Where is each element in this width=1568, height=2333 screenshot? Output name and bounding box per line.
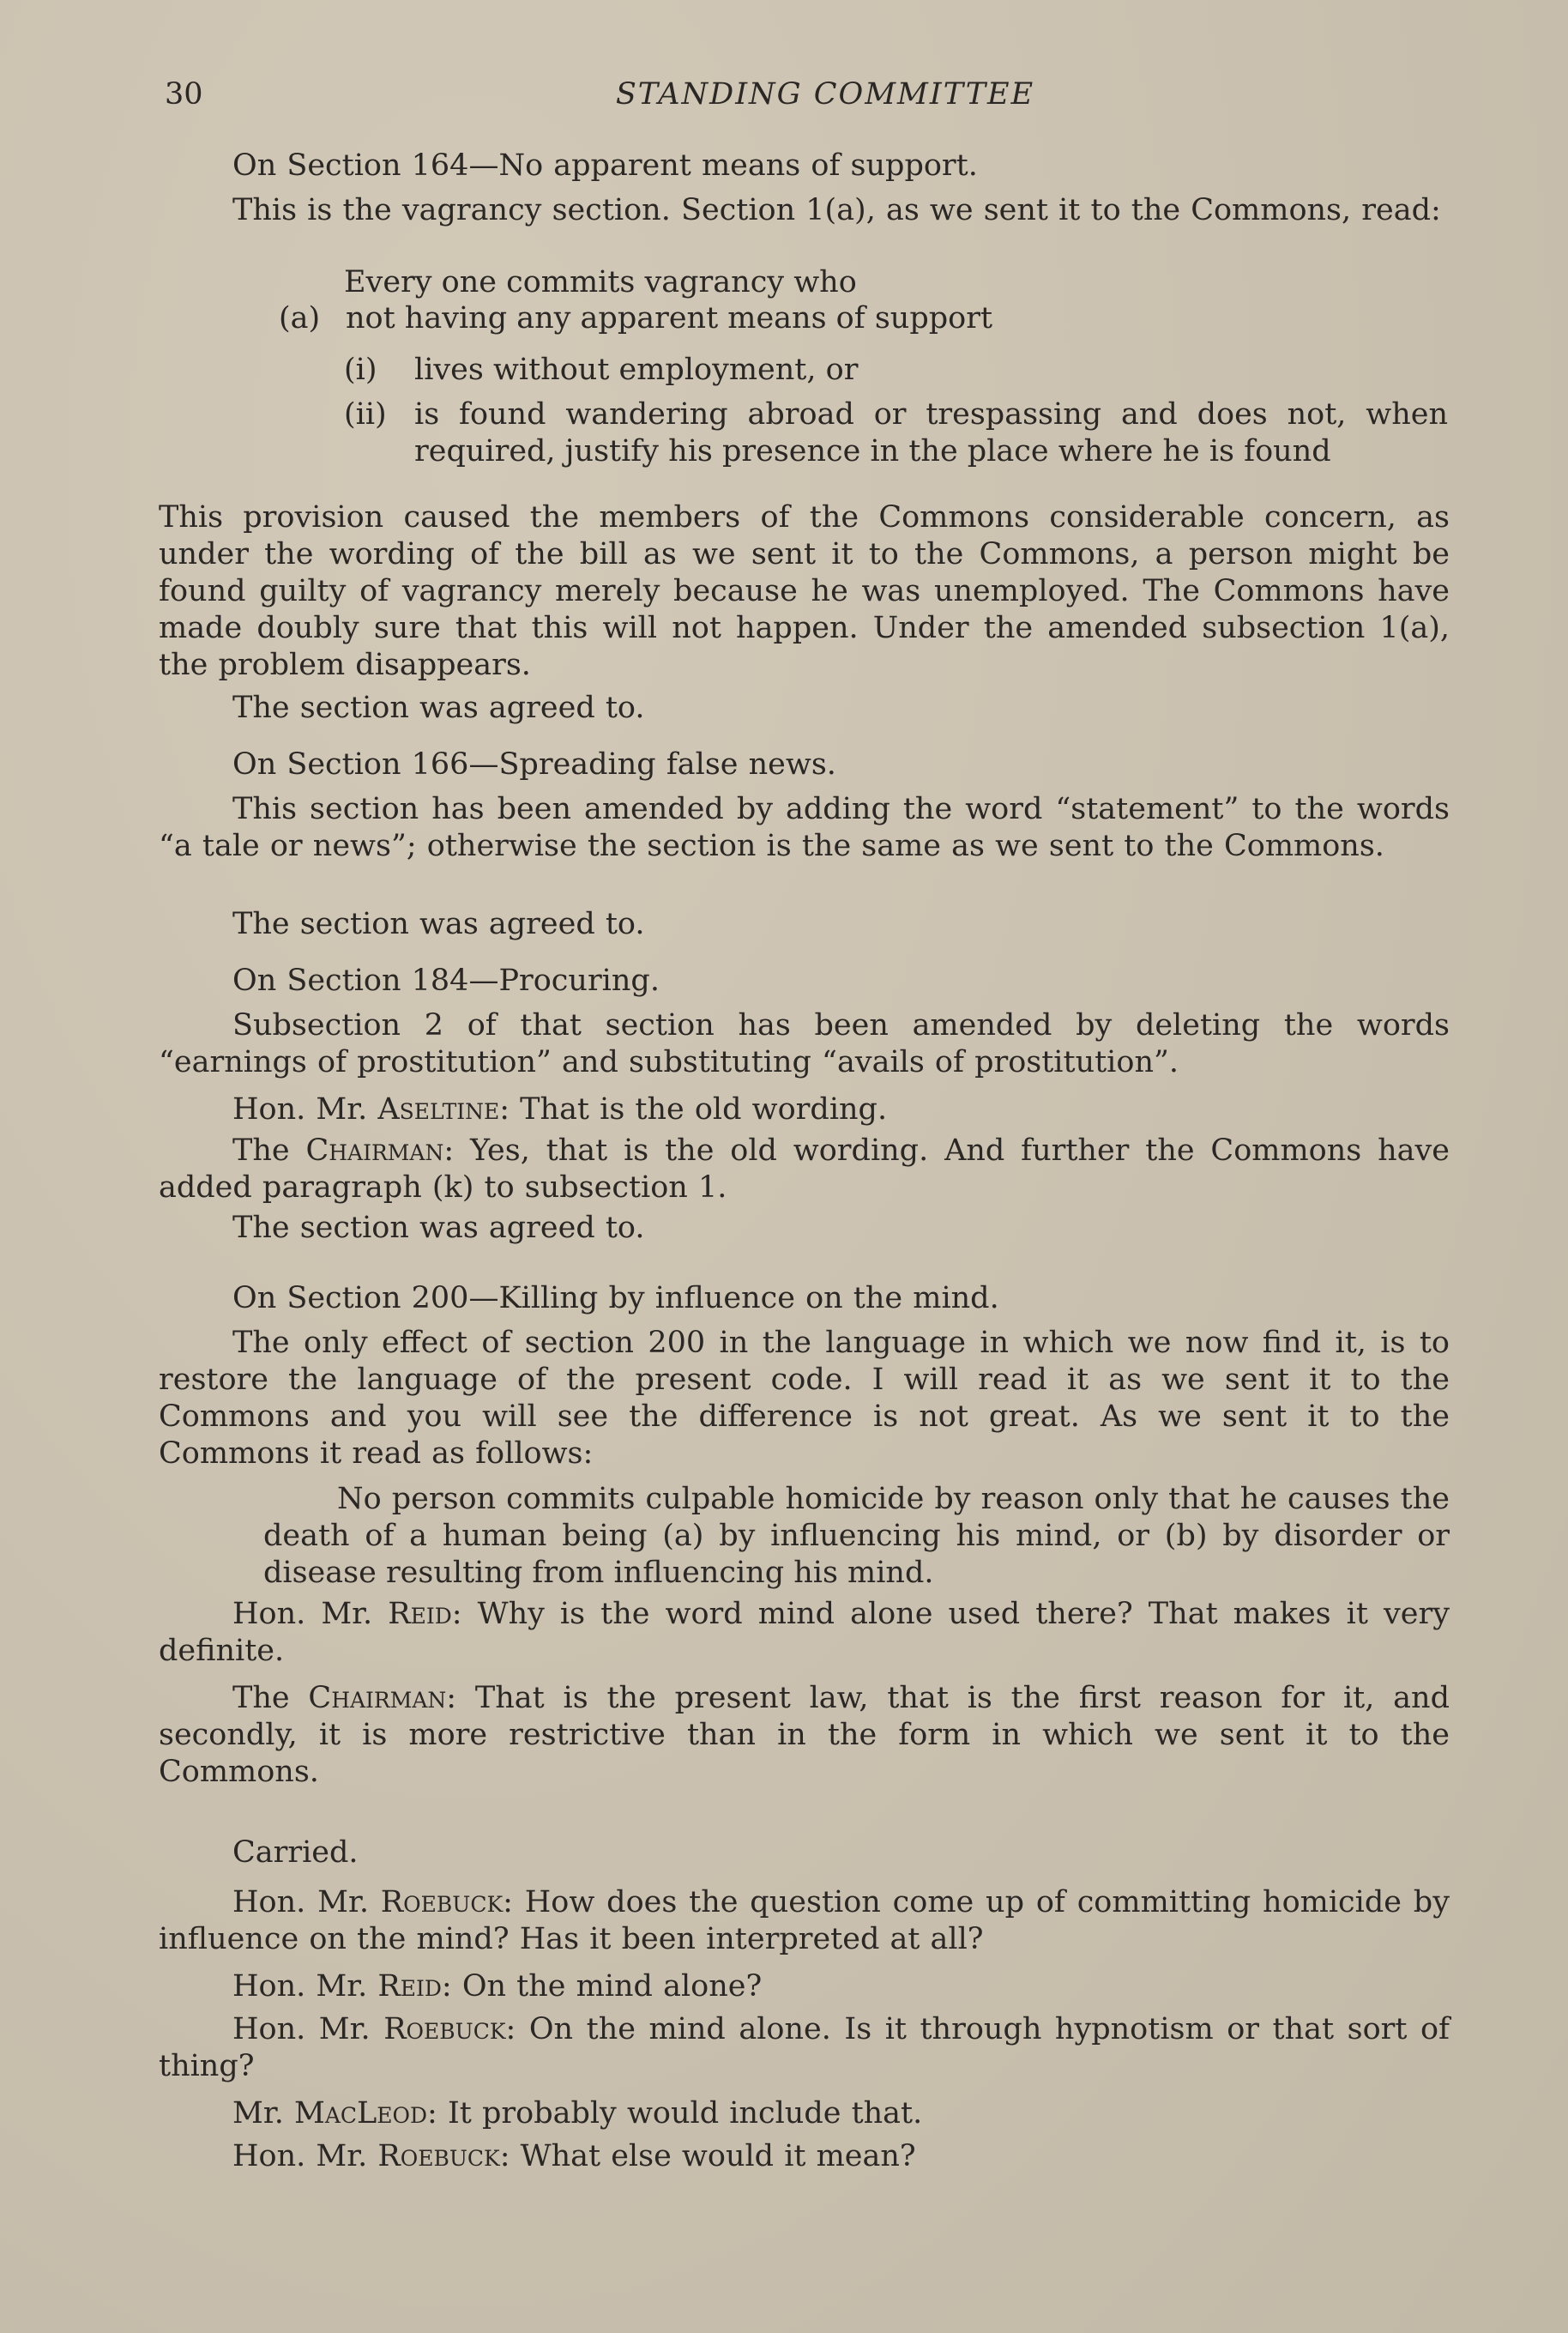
paragraph: This is the vagrancy section. Section 1(a), as we sent it to the Commons, read: [232, 193, 1441, 227]
quote-item-label: (i) [344, 353, 377, 387]
speech-text: : How does the question come up of committing homicide by influence on the mind? Has it been interpreted at all? [159, 1885, 1450, 1956]
speaker-prefix: The [232, 1133, 306, 1168]
paragraph: The only effect of section 200 in the language in which we now find it, is to restore the language of the present code. I will read it as we sent it to the Commons and you will see the difference is not great. As we sent it to the Commons it read as follows: [159, 1326, 1450, 1471]
speech-text: : It probably would include that. [427, 2096, 923, 2131]
speaker-name: Chairman [308, 1681, 447, 1715]
speaker-name: MacLeod [293, 2096, 428, 2131]
paragraph: On Section 164—No apparent means of support. [232, 148, 978, 183]
paragraph: On Section 184—Procuring. [232, 964, 660, 998]
paragraph: This provision caused the members of the Commons considerable concern, as under the wording of the bill as we sent it to the Commons, a person might be found guilty of vagrancy merely because he was unemployed. The Commons have made doubly sure that this will not happen. Under the amended subsection 1(a), the problem disappears. [159, 500, 1450, 682]
speaker-paragraph [159, 2011, 1450, 2085]
speaker-name: Reid [377, 1969, 442, 2004]
block-quote: No person commits culpable homicide by reason only that he causes the death of a human being (a) by influencing his mind, or (b) by disorder or disease resulting from influencing his mind. [263, 1482, 1450, 1590]
paragraph: The section was agreed to. [232, 907, 645, 941]
quote-item [279, 300, 992, 337]
quote-item-text: not having any apparent means of support [346, 301, 993, 335]
speech-text: : That is the old wording. [499, 1092, 888, 1127]
speech-text: : Why is the word mind alone used there? That makes it very definite. [159, 1597, 1450, 1668]
page-number: 30 [165, 77, 203, 112]
page-header [165, 72, 1451, 120]
speech-text: : What else would it mean? [499, 2139, 916, 2173]
paragraph: Carried. [232, 1835, 359, 1870]
speaker-paragraph [159, 2138, 1450, 2175]
paragraph: The section was agreed to. [232, 691, 645, 725]
quote-item-label: (a) [279, 301, 321, 335]
speech-text: : On the mind alone? [441, 1969, 763, 2004]
speaker-prefix: Hon. Mr. [232, 2139, 378, 2173]
speech-text: : That is the present law, that is the first reason for it, and secondly, it is more restrictive than in the form in which we sent it to the Commons. [159, 1681, 1450, 1789]
speaker-paragraph [159, 2095, 1450, 2132]
speaker-name: Chairman [305, 1133, 444, 1168]
quote-item-label: (ii) [344, 397, 387, 432]
speaker-prefix: Hon. Mr. [232, 1092, 378, 1127]
quote-line: Every one commits vagrancy who [344, 265, 857, 299]
paragraph: The section was agreed to. [232, 1211, 645, 1245]
speaker-paragraph [159, 1596, 1450, 1670]
speaker-paragraph [159, 1884, 1450, 1958]
speaker-name: Reid [388, 1597, 452, 1631]
quote-item [344, 396, 1450, 470]
speaker-prefix: Hon. Mr. [232, 1969, 378, 2004]
speaker-name: Roebuck [377, 2139, 500, 2173]
speech-text: : On the mind alone. Is it through hypnotism or that sort of thing? [159, 2012, 1450, 2083]
speaker-name: Roebuck [383, 2012, 506, 2046]
quote-item-text: lives without employment, or [414, 353, 859, 387]
speaker-paragraph [159, 1091, 1450, 1128]
quote-item-text: is found wandering abroad or trespassing and does not, when required, justify his presence in the place where he is found [414, 397, 1448, 468]
paragraph: This section has been amended by adding the word “statement” to the words “a tale or news”; otherwise the section is the same as we sent to the Commons. [159, 792, 1450, 863]
speaker-paragraph [159, 1968, 1450, 2005]
speaker-name: Aseltine [377, 1092, 500, 1127]
speaker-prefix: Mr. [232, 2096, 294, 2131]
speaker-prefix: Hon. Mr. [232, 1597, 389, 1631]
paragraph: Subsection 2 of that section has been amended by deleting the words “earnings of prostitution” and substituting “avails of prostitution”. [159, 1008, 1450, 1079]
speech-text: : Yes, that is the old wording. And further the Commons have added paragraph (k) to subsection 1. [159, 1133, 1450, 1205]
speaker-name: Roebuck [380, 1885, 504, 1919]
paragraph: On Section 166—Spreading false news. [232, 747, 836, 782]
quote-item [344, 352, 858, 389]
speaker-paragraph [159, 1680, 1450, 1791]
paragraph: On Section 200—Killing by influence on the mind. [232, 1281, 999, 1315]
running-head: STANDING COMMITTEE [615, 77, 1035, 112]
speaker-prefix: The [232, 1681, 309, 1715]
speaker-paragraph [159, 1133, 1450, 1206]
speaker-prefix: Hon. Mr. [232, 1885, 381, 1919]
speaker-prefix: Hon. Mr. [232, 2012, 384, 2046]
